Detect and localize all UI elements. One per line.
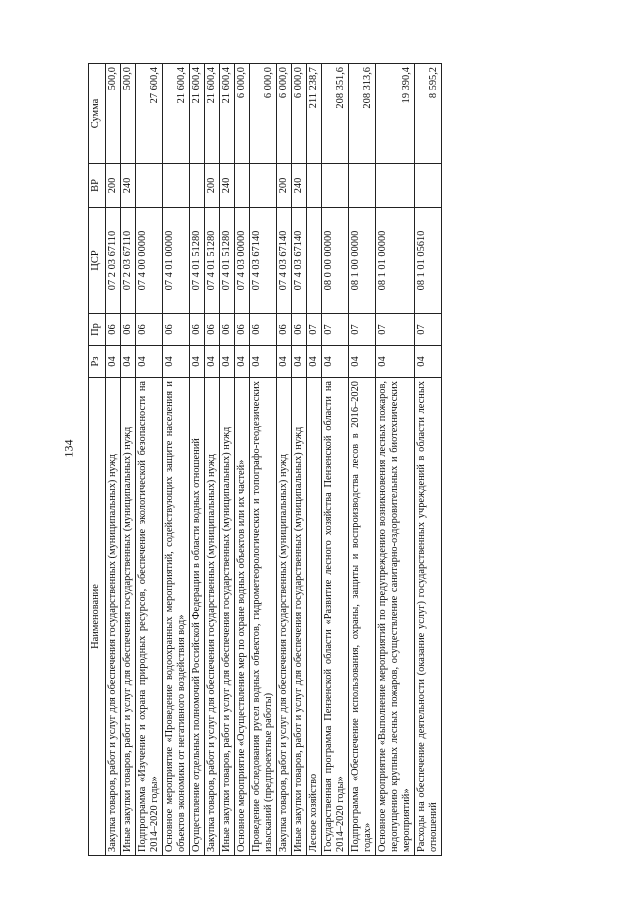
row-vr: 240	[220, 164, 235, 208]
row-name: Закупка товаров, работ и услуг для обеспечения государственных (муниципальных) нужд	[277, 378, 292, 856]
row-pr: 06	[250, 314, 277, 346]
row-vr	[250, 164, 277, 208]
row-name: Иные закупки товаров, работ и услуг для обеспечения государственных (муниципальных) нужд	[121, 378, 136, 856]
table-row	[322, 64, 349, 856]
row-sum: 208 351,6	[322, 64, 349, 164]
table-header-row	[89, 64, 106, 856]
table-row	[277, 64, 292, 856]
table-row	[106, 64, 121, 856]
row-vr	[307, 164, 322, 208]
row-sum: 6 000,0	[250, 64, 277, 164]
row-pr: 06	[205, 314, 220, 346]
row-rz: 04	[235, 346, 250, 378]
table-row	[121, 64, 136, 856]
row-sum: 6 000,0	[277, 64, 292, 164]
row-csr: 07 4 01 51280	[220, 208, 235, 314]
row-vr: 200	[277, 164, 292, 208]
row-pr: 06	[136, 314, 163, 346]
row-pr: 07	[349, 314, 376, 346]
row-rz: 04	[349, 346, 376, 378]
row-sum: 21 600,4	[163, 64, 190, 164]
header-name: Наименование	[89, 378, 106, 856]
row-rz: 04	[106, 346, 121, 378]
row-vr	[376, 164, 415, 208]
table-row	[235, 64, 250, 856]
row-sum: 21 600,4	[190, 64, 205, 164]
row-rz: 04	[205, 346, 220, 378]
row-pr: 06	[277, 314, 292, 346]
row-sum: 21 600,4	[205, 64, 220, 164]
row-csr: 07 4 01 51280	[205, 208, 220, 314]
row-csr: 07 4 01 00000	[163, 208, 190, 314]
row-name: Государственная программа Пензенской области «Развитие лесного хозяйства Пензенской области на 2014–2020 годы»	[322, 378, 349, 856]
row-csr: 07 2 03 67110	[106, 208, 121, 314]
row-csr: 07 4 03 67140	[277, 208, 292, 314]
row-vr	[235, 164, 250, 208]
table-row	[376, 64, 415, 856]
row-sum: 6 000,0	[235, 64, 250, 164]
row-rz: 04	[376, 346, 415, 378]
row-vr	[322, 164, 349, 208]
row-name: Основное мероприятие «Проведение водоохранных мероприятий, содействующих защите населения и объектов экономики от негативного воздействия вод»	[163, 378, 190, 856]
row-csr: 08 1 01 05610	[415, 208, 442, 314]
row-pr: 06	[121, 314, 136, 346]
row-pr: 06	[106, 314, 121, 346]
row-sum: 208 313,6	[349, 64, 376, 164]
table-row	[190, 64, 205, 856]
row-csr: 07 4 01 51280	[190, 208, 205, 314]
page-number: 134	[61, 439, 76, 458]
budget-table	[88, 63, 442, 856]
row-rz: 04	[415, 346, 442, 378]
row-sum: 500,0	[106, 64, 121, 164]
row-rz: 04	[292, 346, 307, 378]
row-pr: 06	[235, 314, 250, 346]
row-vr	[415, 164, 442, 208]
row-csr: 08 0 00 00000	[322, 208, 349, 314]
table-row	[307, 64, 322, 856]
row-csr: 07 4 03 67140	[292, 208, 307, 314]
row-rz: 04	[121, 346, 136, 378]
row-rz: 04	[220, 346, 235, 378]
row-sum: 500,0	[121, 64, 136, 164]
row-sum: 211 238,7	[307, 64, 322, 164]
row-sum: 27 600,4	[136, 64, 163, 164]
row-csr: 07 4 03 00000	[235, 208, 250, 314]
header-vr: ВР	[89, 164, 106, 208]
header-csr: ЦСР	[89, 208, 106, 314]
row-name: Основное мероприятие «Осуществление мер по охране водных объектов или их частей»	[235, 378, 250, 856]
row-vr: 200	[205, 164, 220, 208]
row-vr	[349, 164, 376, 208]
row-name: Иные закупки товаров, работ и услуг для обеспечения государственных (муниципальных) нужд	[220, 378, 235, 856]
row-pr: 07	[307, 314, 322, 346]
table-row	[220, 64, 235, 856]
row-rz: 04	[163, 346, 190, 378]
row-vr	[136, 164, 163, 208]
table-row	[415, 64, 442, 856]
row-name: Подпрограмма «Обеспечение использования, охраны, защиты и воспроизводства лесов в 2016–2020 годах»	[349, 378, 376, 856]
row-name: Закупка товаров, работ и услуг для обеспечения государственных (муниципальных) нужд	[205, 378, 220, 856]
row-rz: 04	[136, 346, 163, 378]
row-name: Основное мероприятие «Выполнение мероприятий по предупреждению возникновения лесных пожаров, недопущению крупных лесных пожаров, осуществление санитарно-оздоровительных и биотехнических мероприятий»	[376, 378, 415, 856]
row-name: Подпрограмма «Изучение и охрана природных ресурсов, обеспечение экологической безопасности на 2014–2020 годы»	[136, 378, 163, 856]
table-row	[292, 64, 307, 856]
row-name: Закупка товаров, работ и услуг для обеспечения государственных (муниципальных) нужд	[106, 378, 121, 856]
row-vr: 200	[106, 164, 121, 208]
row-sum: 19 390,4	[376, 64, 415, 164]
row-name: Осуществление отдельных полномочий Российской Федерации в области водных отношений	[190, 378, 205, 856]
header-pr: Пр	[89, 314, 106, 346]
table-row	[205, 64, 220, 856]
row-pr: 07	[376, 314, 415, 346]
row-rz: 04	[322, 346, 349, 378]
row-vr: 240	[121, 164, 136, 208]
row-rz: 04	[307, 346, 322, 378]
row-pr: 06	[292, 314, 307, 346]
row-csr: 08 1 00 00000	[349, 208, 376, 314]
row-name: Лесное хозяйство	[307, 378, 322, 856]
table-row	[136, 64, 163, 856]
row-name: Проведение обследования русел водных объектов, гидрометеорологических и топографо-геодезических изысканий (предпроектные работы)	[250, 378, 277, 856]
row-pr: 07	[415, 314, 442, 346]
table-row	[163, 64, 190, 856]
row-sum: 6 000,0	[292, 64, 307, 164]
table-row	[349, 64, 376, 856]
row-pr: 06	[220, 314, 235, 346]
budget-table-page	[88, 64, 572, 856]
row-csr: 07 4 00 00000	[136, 208, 163, 314]
row-pr: 07	[322, 314, 349, 346]
row-rz: 04	[277, 346, 292, 378]
row-csr: 07 4 03 67140	[250, 208, 277, 314]
row-vr: 240	[292, 164, 307, 208]
row-csr	[307, 208, 322, 314]
table-row	[250, 64, 277, 856]
row-rz: 04	[190, 346, 205, 378]
header-rz: Рз	[89, 346, 106, 378]
row-rz: 04	[250, 346, 277, 378]
row-name: Иные закупки товаров, работ и услуг для обеспечения государственных (муниципальных) нужд	[292, 378, 307, 856]
row-name: Расходы на обеспечение деятельности (оказание услуг) государственных учреждений в области лесных отношений	[415, 378, 442, 856]
row-csr: 08 1 01 00000	[376, 208, 415, 314]
row-pr: 06	[163, 314, 190, 346]
row-vr	[163, 164, 190, 208]
row-vr	[190, 164, 205, 208]
row-sum: 21 600,4	[220, 64, 235, 164]
row-pr: 06	[190, 314, 205, 346]
row-csr: 07 2 03 67110	[121, 208, 136, 314]
header-sum: Сумма	[89, 64, 106, 164]
row-sum: 8 595,2	[415, 64, 442, 164]
